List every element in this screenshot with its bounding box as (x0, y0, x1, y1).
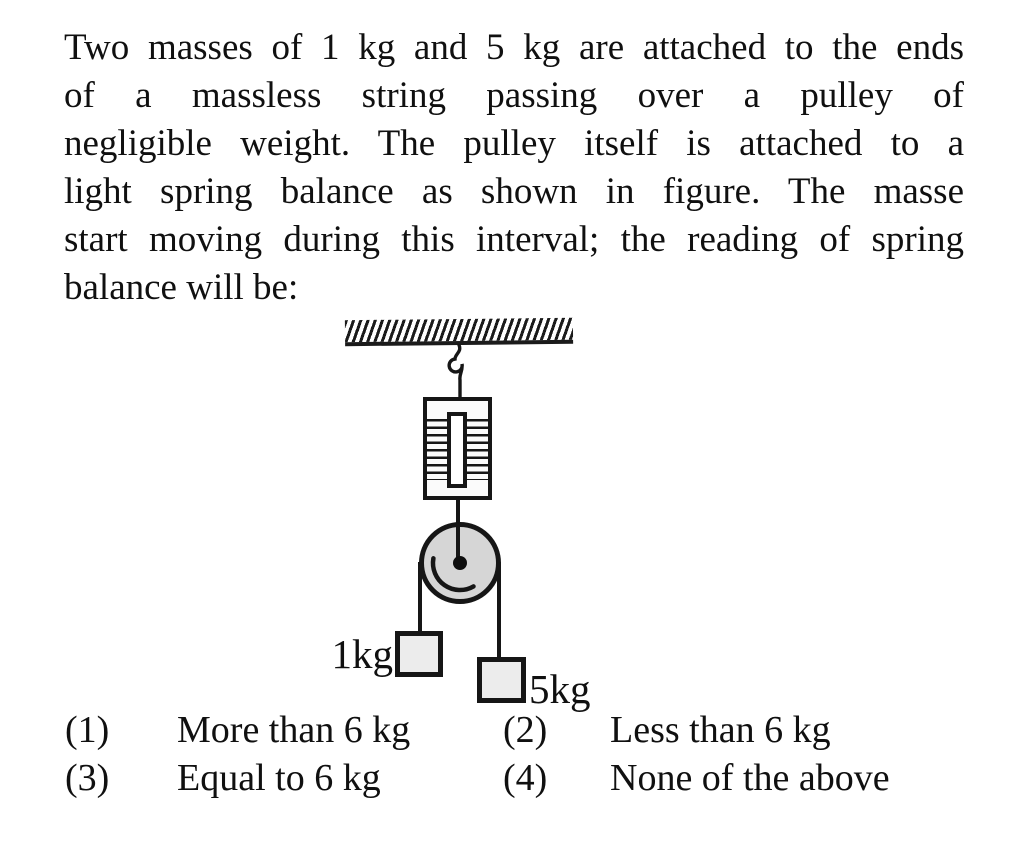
options-row-2 (0, 754, 1024, 802)
question-line: start moving during this interval; the reading of spring (64, 219, 964, 260)
pulley (419, 522, 501, 604)
mass-block-right (477, 657, 526, 703)
option-4-number: (4) (503, 757, 548, 799)
question-line: Two masses of 1 kg and 5 kg are attached to the ends (64, 27, 964, 68)
string-right (497, 562, 501, 660)
option-3-number: (3) (65, 757, 110, 799)
string-left (418, 562, 422, 633)
question-line: negligible weight. The pulley itself is attached to a (64, 123, 964, 164)
option-3-label: Equal to 6 kg (177, 757, 381, 799)
spring-balance-body (423, 397, 492, 500)
option-1-label: More than 6 kg (177, 709, 411, 751)
ceiling-hatch (345, 318, 573, 346)
spring-coil-left (427, 419, 448, 480)
pulley-axle-dot (453, 556, 467, 570)
question-line: balance will be: (64, 267, 299, 308)
connector-rod (456, 500, 460, 560)
mass-left-label: 1kg (331, 631, 393, 677)
option-2-number: (2) (503, 709, 548, 751)
question-line: of a massless string passing over a pulley of (64, 75, 964, 116)
spring-balance-slot (447, 412, 467, 488)
question-text (64, 24, 964, 312)
question-line: light spring balance as shown in figure. The masse (64, 171, 964, 212)
spring-coil-right (467, 419, 488, 480)
pulley-arc (425, 545, 485, 595)
mass-right-label: 5kg (529, 666, 591, 712)
option-2-label: Less than 6 kg (610, 709, 831, 751)
options-row-1 (0, 706, 1024, 754)
hook-icon (446, 344, 474, 402)
option-1-number: (1) (65, 709, 110, 751)
mass-block-left (395, 631, 443, 677)
option-4-label: None of the above (610, 757, 890, 799)
